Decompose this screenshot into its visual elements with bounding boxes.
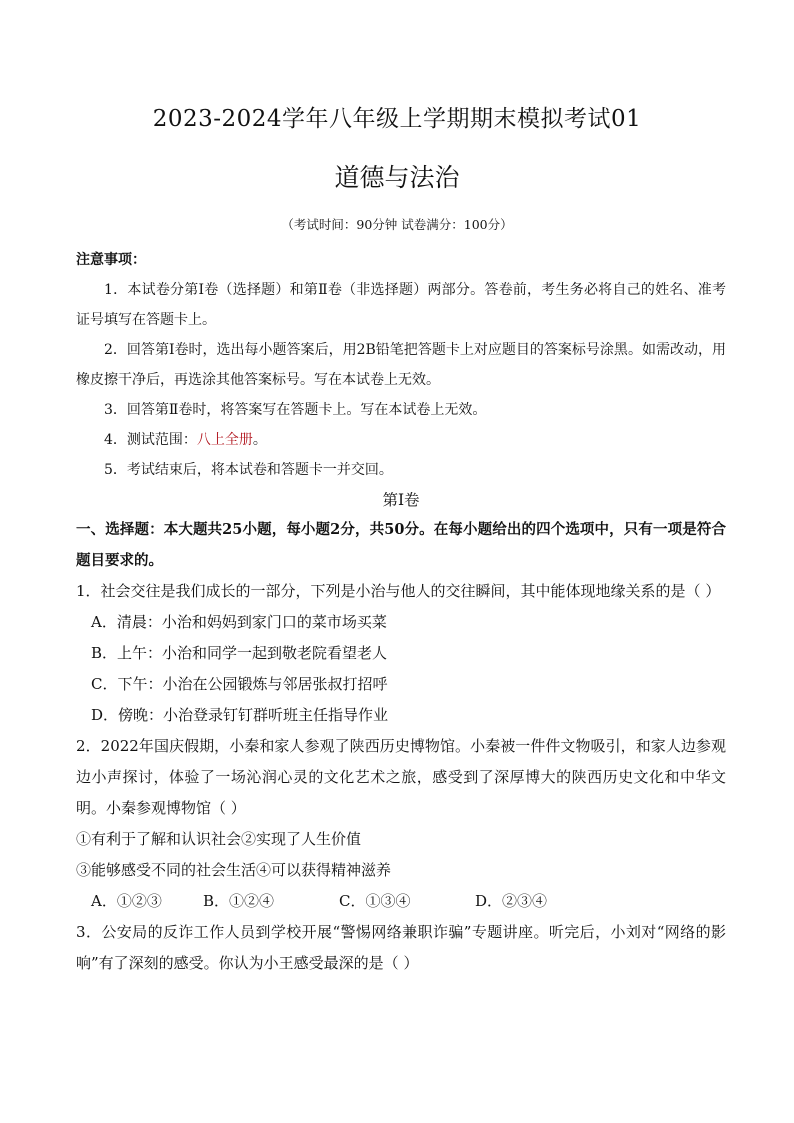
test-scope-highlight: 八上全册 bbox=[196, 432, 253, 448]
question-2-stem: 2．2022年国庆假期，小秦和家人参观了陕西历史博物馆。小秦被一件件文物吸引，和家人边参观边小声探讨，体验了一场沁润心灵的文化艺术之旅，感受到了深厚博大的陕西历史文化和中华文明。小秦参观博物馆（ ） bbox=[76, 737, 726, 817]
notes-heading: 注意事项： bbox=[76, 252, 146, 268]
exam-subject: 道德与法治 bbox=[334, 163, 460, 192]
volume-label: 第Ⅰ卷 bbox=[382, 491, 420, 509]
question-1-option-a: A．清晨：小治和妈妈到家门口的菜市场买菜 bbox=[91, 613, 387, 631]
note-item-5: 5．考试结束后，将本试卷和答题卡一并交回。 bbox=[104, 462, 393, 478]
question-3-stem: 3．公安局的反诈工作人员到学校开展“警惕网络兼职诈骗”专题讲座。听完后，小刘对“网络的影响”有了深刻的感受。你认为小王感受最深的是（ ） bbox=[76, 923, 726, 972]
note-item-1: 1．本试卷分第Ⅰ卷（选择题）和第Ⅱ卷（非选择题）两部分。答卷前，考生务必将自己的姓名、准考证号填写在答题卡上。 bbox=[76, 282, 726, 328]
question-2-option-c: C．①③④ bbox=[339, 892, 411, 910]
section-heading: 一、选择题：本大题共25小题，每小题2分，共50分。在每小题给出的四个选项中，只有一项是符合题目要求的。 bbox=[76, 521, 726, 569]
question-2-option-a: A．①②③ bbox=[91, 892, 162, 910]
note-item-4 bbox=[76, 425, 726, 455]
question-1-option-c: C．下午：小治在公园锻炼与邻居张叔打招呼 bbox=[91, 675, 388, 693]
note-item-4-suffix: 。 bbox=[252, 432, 267, 448]
question-2-statement-2: ③能够感受不同的社会生活④可以获得精神滋养 bbox=[76, 861, 392, 879]
question-1-option-b: B．上午：小治和同学一起到敬老院看望老人 bbox=[91, 644, 388, 662]
exam-info: （考试时间：90分钟 试卷满分：100分） bbox=[281, 217, 513, 232]
question-2-option-d: D．②③④ bbox=[475, 892, 548, 910]
question-1-option-d: D．傍晚：小治登录钉钉群听班主任指导作业 bbox=[91, 706, 389, 724]
note-item-2: 2．回答第Ⅰ卷时，选出每小题答案后，用2B铅笔把答题卡上对应题目的答案标号涂黑。如需改动，用橡皮擦干净后，再选涂其他答案标号。写在本试卷上无效。 bbox=[76, 342, 726, 388]
note-item-4-prefix: 4．测试范围： bbox=[104, 432, 197, 448]
exam-title: 2023-2024学年八年级上学期期末模拟考试01 bbox=[152, 106, 642, 132]
question-2-options bbox=[76, 886, 726, 917]
question-2-option-b: B．①②④ bbox=[203, 892, 275, 910]
exam-content bbox=[76, 245, 726, 979]
note-item-3: 3．回答第Ⅱ卷时，将答案写在答题卡上。写在本试卷上无效。 bbox=[104, 402, 487, 418]
question-1-stem: 1．社会交往是我们成长的一部分，下列是小治与他人的交往瞬间，其中能体现地缘关系的是（ ） bbox=[76, 582, 721, 600]
question-2-statement-1: ①有利于了解和认识社会②实现了人生价值 bbox=[76, 830, 362, 848]
